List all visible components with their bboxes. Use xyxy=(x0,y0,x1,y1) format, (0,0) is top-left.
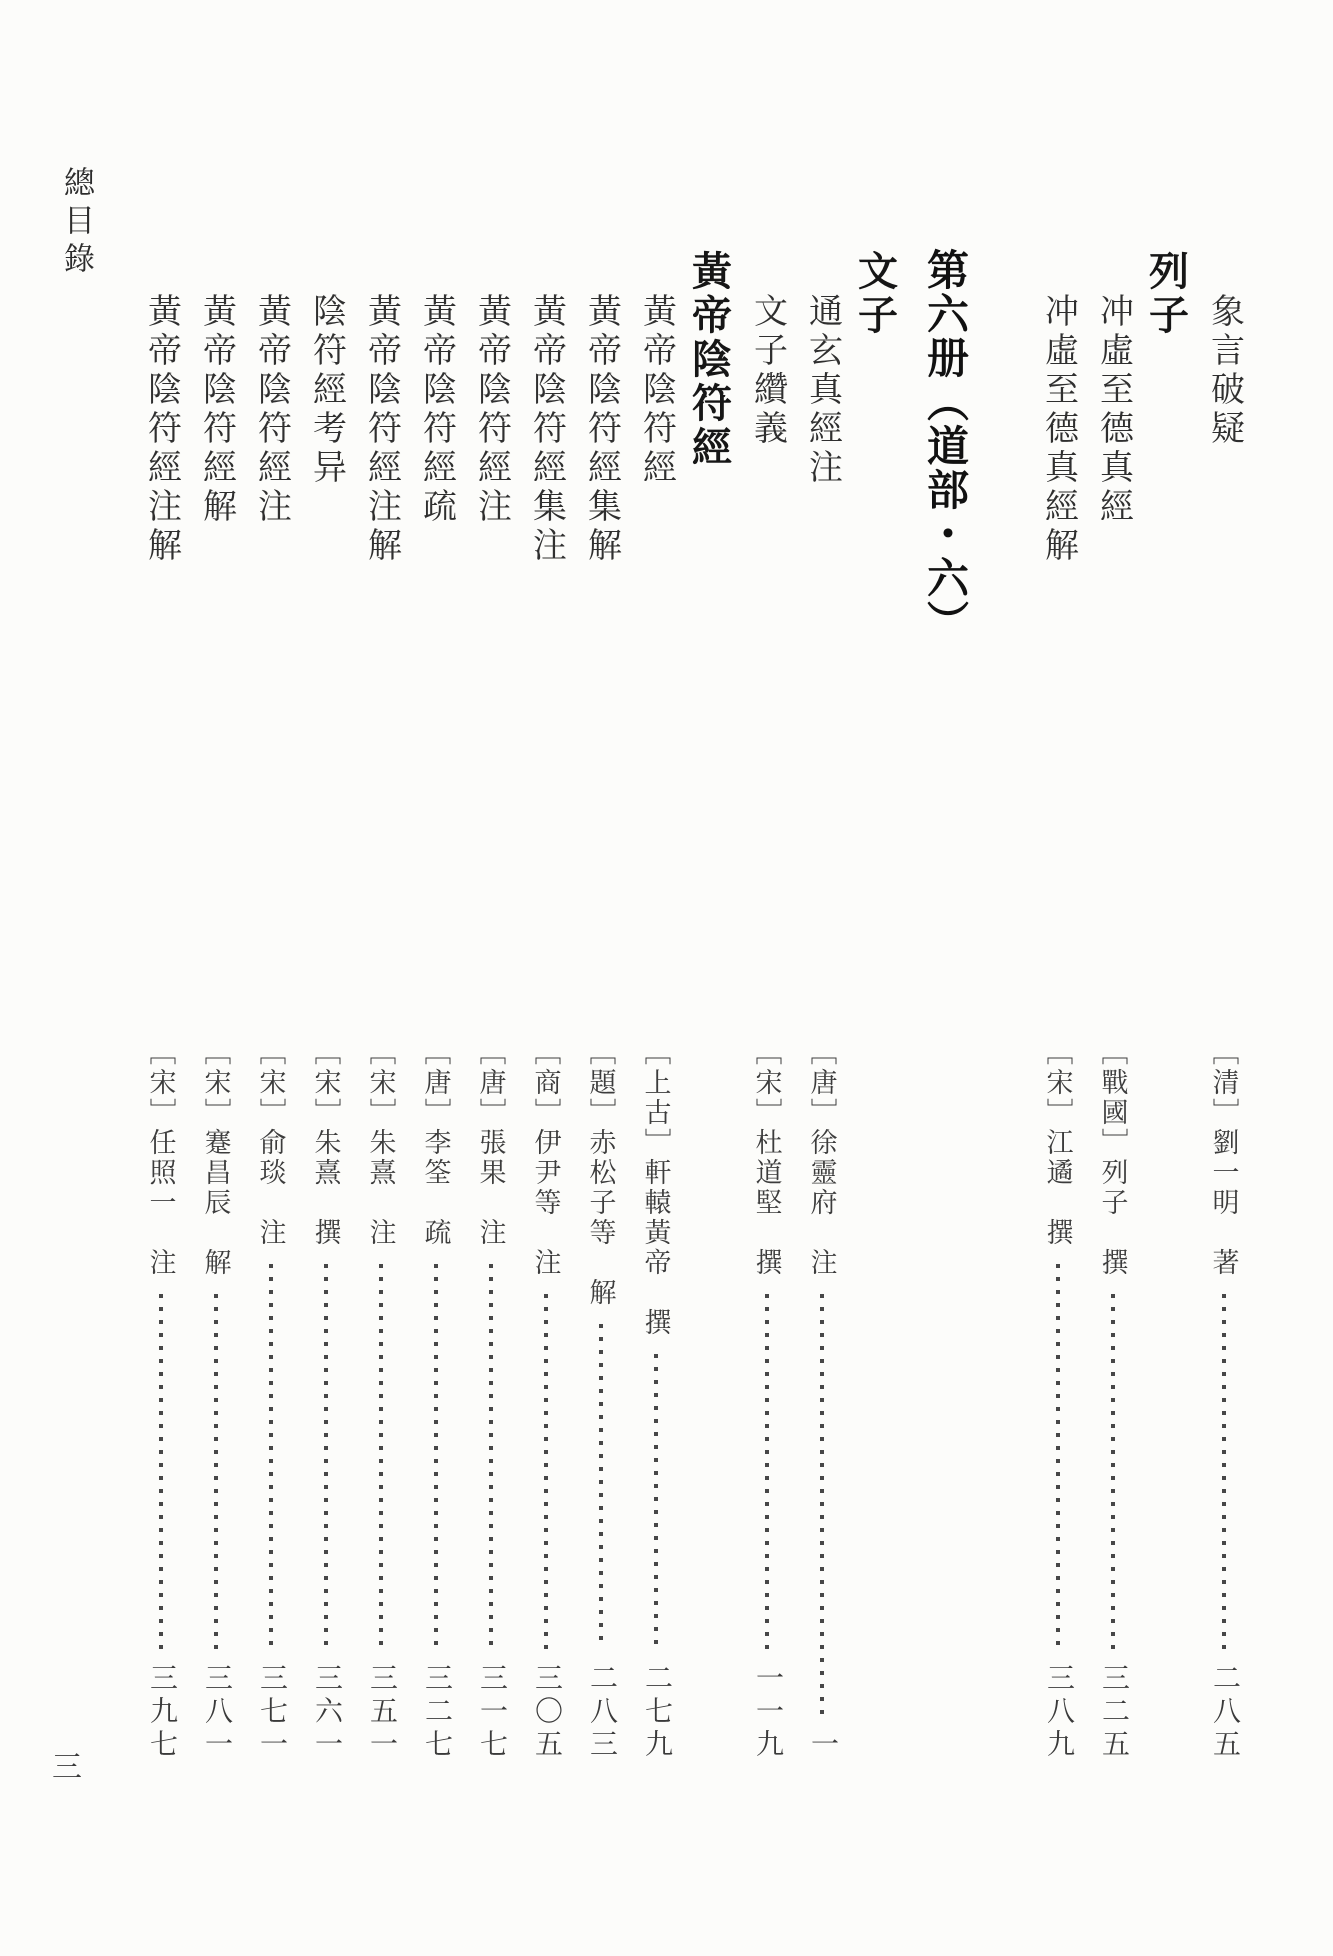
page-number: 三 xyxy=(52,1751,82,1784)
toc-entry-title: 列子 xyxy=(1143,250,1189,338)
toc-entry-title: 黃帝陰符經注解 xyxy=(362,293,400,566)
toc-entry-page: 二七九 xyxy=(641,1663,672,1762)
dotted-leader xyxy=(544,1294,548,1649)
toc-entry-page: 三六一 xyxy=(311,1663,342,1762)
toc-entry-page: 三五一 xyxy=(366,1663,397,1762)
toc-entry-page: 三七一 xyxy=(256,1663,287,1762)
toc-entry xyxy=(142,248,180,1764)
toc-entry xyxy=(1144,248,1188,1764)
toc-entry-author: ［商］伊尹等 注 xyxy=(530,1038,561,1278)
dotted-leader xyxy=(489,1264,493,1649)
toc-entry-page: 二八五 xyxy=(1209,1663,1240,1762)
toc-entry-page: 三一七 xyxy=(476,1663,507,1762)
toc-entry-page: 三八九 xyxy=(1043,1663,1074,1762)
toc-entry xyxy=(527,248,565,1764)
toc-entry-title: 黃帝陰符經 xyxy=(686,250,732,470)
toc-entry-title: 象言破疑 xyxy=(1205,293,1243,449)
toc-entry-title: 黃帝陰符經集解 xyxy=(582,293,620,566)
toc-entry xyxy=(853,248,897,1764)
toc-entry xyxy=(637,248,675,1764)
toc-entry xyxy=(417,248,455,1764)
toc-entry xyxy=(472,248,510,1764)
toc-entry xyxy=(362,248,400,1764)
toc-entry-title: 冲虛至德真經解 xyxy=(1039,293,1077,566)
dotted-leader xyxy=(379,1264,383,1649)
toc-entry-author: ［宋］蹇昌辰 解 xyxy=(200,1038,231,1278)
toc-entry-author: ［宋］江遹 撰 xyxy=(1042,1038,1073,1248)
corner-title: 總目錄 xyxy=(59,166,94,280)
toc-entry-author: ［宋］杜道堅 撰 xyxy=(751,1038,782,1278)
dotted-leader xyxy=(654,1354,658,1649)
toc-entry-author: ［宋］俞琰 注 xyxy=(255,1038,286,1248)
dotted-leader xyxy=(214,1294,218,1649)
dotted-leader xyxy=(434,1264,438,1649)
toc-entry-author: ［宋］朱熹 注 xyxy=(365,1038,396,1248)
toc-entry xyxy=(748,248,786,1764)
toc-entry-title: 第六册（道部・六） xyxy=(921,248,967,644)
toc-entry-title: 黃帝陰符經注解 xyxy=(142,293,180,566)
toc-entry-author: ［戰國］列子 撰 xyxy=(1097,1038,1128,1278)
toc-entry-author: ［唐］徐靈府 注 xyxy=(806,1038,837,1278)
toc-entry-author: ［清］劉一明 著 xyxy=(1208,1038,1239,1278)
toc-entry-title: 文子纘義 xyxy=(748,293,786,449)
toc-entry xyxy=(803,248,841,1764)
toc-entry-title: 黃帝陰符經集注 xyxy=(527,293,565,566)
toc-entry-page: 三八一 xyxy=(201,1663,232,1762)
toc-entry-page: 三二七 xyxy=(421,1663,452,1762)
toc-entry-author: ［唐］張果 注 xyxy=(475,1038,506,1248)
toc-entry-title: 通玄真經注 xyxy=(803,293,841,488)
toc-entry xyxy=(1094,248,1132,1764)
dotted-leader xyxy=(765,1294,769,1649)
dotted-leader xyxy=(1056,1264,1060,1649)
dotted-leader xyxy=(599,1324,603,1649)
toc-entry-title: 黃帝陰符經 xyxy=(637,293,675,488)
dotted-leader xyxy=(820,1294,824,1715)
toc-entry xyxy=(197,248,235,1764)
dotted-leader xyxy=(1222,1294,1226,1649)
toc-entry xyxy=(919,248,969,1764)
dotted-leader xyxy=(269,1264,273,1649)
toc-entry-author: ［宋］朱熹 撰 xyxy=(310,1038,341,1248)
toc-entry-title: 黃帝陰符經解 xyxy=(197,293,235,527)
toc-entry-title: 陰符經考异 xyxy=(307,293,345,488)
toc-entry-title: 黃帝陰符經注 xyxy=(472,293,510,527)
toc-entry-page: 一一九 xyxy=(752,1663,783,1762)
toc-entry xyxy=(687,248,731,1764)
dotted-leader xyxy=(324,1264,328,1649)
toc-entry xyxy=(1039,248,1077,1764)
toc-entry xyxy=(252,248,290,1764)
toc-entry-title: 黃帝陰符經疏 xyxy=(417,293,455,527)
toc-entry-page: 二八三 xyxy=(586,1663,617,1762)
toc-entry-page: 三〇五 xyxy=(531,1663,562,1762)
toc-list xyxy=(125,248,1243,1764)
toc-entry-page: 三二五 xyxy=(1098,1663,1129,1762)
toc-entry-author: ［題］赤松子等 解 xyxy=(585,1038,616,1308)
toc-entry-page: 三九七 xyxy=(146,1663,177,1762)
toc-entry-author: ［唐］李筌 疏 xyxy=(420,1038,451,1248)
toc-entry xyxy=(582,248,620,1764)
toc-entry xyxy=(1205,248,1243,1764)
toc-entry-title: 黃帝陰符經注 xyxy=(252,293,290,527)
toc-entry xyxy=(307,248,345,1764)
toc-entry-title: 冲虛至德真經 xyxy=(1094,293,1132,527)
toc-entry-title: 文子 xyxy=(852,250,898,338)
dotted-leader xyxy=(159,1294,163,1649)
toc-entry-author: ［上古］軒轅黃帝 撰 xyxy=(640,1038,671,1338)
toc-entry-page: 一 xyxy=(807,1729,838,1762)
dotted-leader xyxy=(1111,1294,1115,1649)
toc-entry-author: ［宋］任照一 注 xyxy=(145,1038,176,1278)
